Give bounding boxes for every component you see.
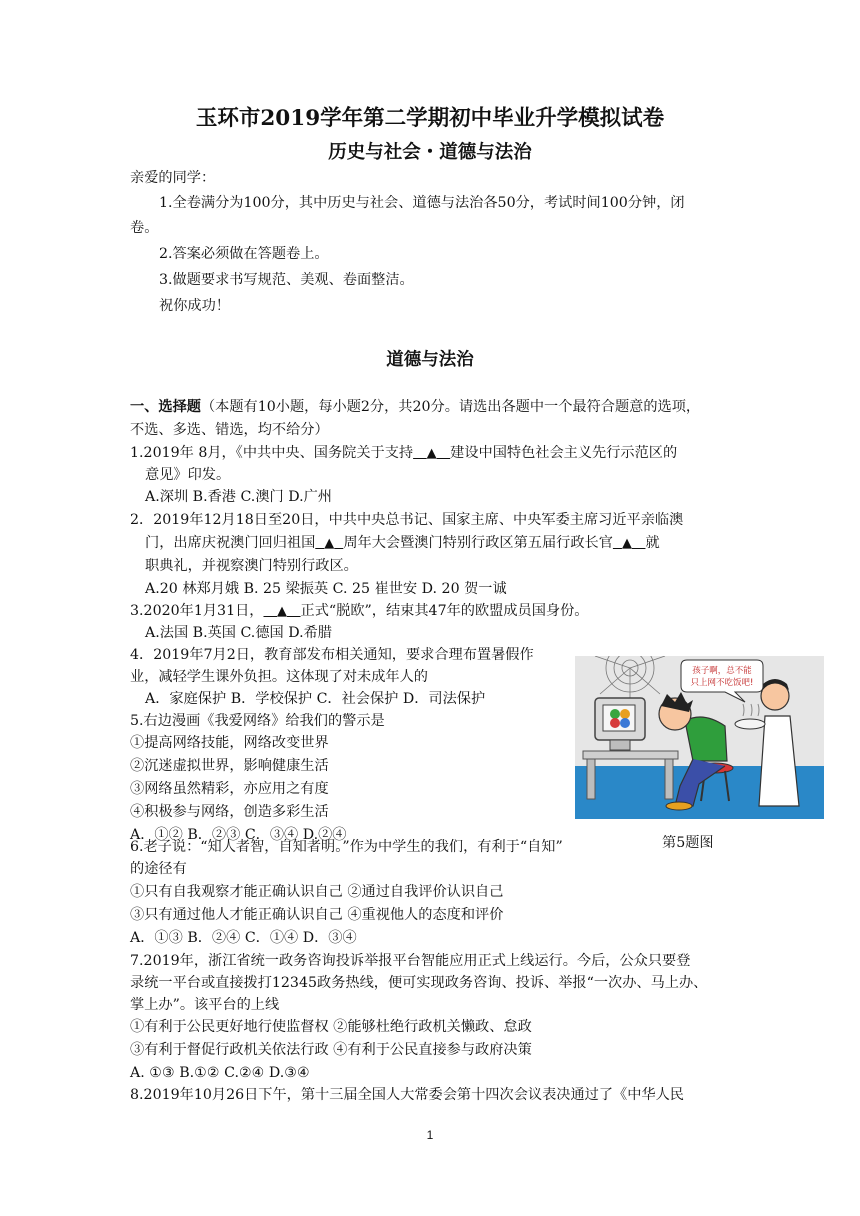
q2-options: A.20 林郑月娥 B. 25 梁振英 C. 25 崔世安 D. 20 贺一诚 bbox=[145, 581, 507, 597]
part1-instructions: （本题有10小题，每小题2分，共20分。请选出各题中一个最符合题意的选项， bbox=[200, 399, 701, 415]
q1-text-a: 1.2019年 8月，《中共中央、国务院关于支持 bbox=[130, 445, 414, 461]
part1-heading: 一、选择题 bbox=[130, 399, 201, 415]
blank-marker: ▲ bbox=[324, 536, 335, 551]
q4-stem: 4．2019年7月2日，教育部发布相关通知，要求合理布置暑假作 bbox=[130, 647, 534, 663]
instruction-3: 3.做题要求书写规范、美观、卷面整洁。 bbox=[159, 272, 414, 288]
instruction-1: 1.全卷满分为100分，其中历史与社会、道德与法治各50分，考试时间100分钟，闭 bbox=[159, 195, 685, 211]
q5-options: A．①② B．②③ C．③④ D.②④ bbox=[130, 827, 347, 843]
q6-stem-cont: 的途径有 bbox=[130, 861, 187, 877]
q5-statement-3: ③网络虽然精彩，亦应用之有度 bbox=[130, 781, 329, 797]
q2-text-b1: 门，出席庆祝澳门回归祖国 bbox=[145, 535, 316, 551]
instruction-2: 2.答案必须做在答题卷上。 bbox=[159, 246, 329, 262]
q5-statement-2: ②沉迷虚拟世界，影响健康生活 bbox=[130, 758, 329, 774]
speech-bubble-line-1: 孩子啊，总不能 bbox=[692, 666, 752, 676]
cartoon-illustration bbox=[575, 656, 824, 819]
q7-stem: 7.2019年，浙江省统一政务咨询投诉举报平台智能应用正式上线运行。今后，公众只要登 bbox=[130, 953, 691, 969]
q4-stem-cont: 业，减轻学生课外负担。这体现了对未成年人的 bbox=[130, 669, 428, 685]
q5-statement-1: ①提高网络技能，网络改变世界 bbox=[130, 735, 329, 751]
q7-stem-line2: 录统一平台或直接拨打12345政务热线，便可实现政务咨询、投诉、举报“一次办、马上办、 bbox=[130, 975, 708, 991]
q5-stem: 5.右边漫画《我爱网络》给我们的警示是 bbox=[130, 713, 385, 729]
q2-text-b2: 周年大会暨澳门特别行政区第五届行政长官 bbox=[343, 535, 613, 551]
page-number: 1 bbox=[426, 1128, 434, 1142]
q3-blank bbox=[263, 603, 300, 619]
q1-stem bbox=[130, 444, 677, 463]
q2-text-b3: 就 bbox=[645, 535, 660, 551]
q5-statement-4: ④积极参与网络，创造多彩生活 bbox=[130, 804, 329, 820]
q6-options: A．①③ B．②④ C．①④ D．③④ bbox=[130, 930, 357, 946]
q1-stem-cont: 意见》印发。 bbox=[145, 467, 231, 483]
wish: 祝你成功！ bbox=[159, 298, 230, 314]
q1-text-b: 建设中国特色社会主义先行示范区的 bbox=[450, 445, 678, 461]
part1-instructions-cont: 不选、多选、错选，均不给分） bbox=[130, 422, 329, 438]
section-title: 道德与法治 bbox=[386, 350, 474, 370]
greeting: 亲爱的同学： bbox=[130, 170, 216, 186]
speech-bubble-line-2: 只上网不吃饭吧! bbox=[690, 678, 754, 688]
q6-stem: 6.老子说：“知人者智，自知者明。”作为中学生的我们，有利于“自知” bbox=[130, 839, 563, 855]
q6-statements-12: ①只有自我观察才能正确认识自己 ②通过自我评价认识自己 bbox=[130, 884, 504, 900]
q3-text-a1: 3.2020年1月31日， bbox=[130, 603, 264, 619]
exam-title: 玉环市2019学年第二学期初中毕业升学模拟试卷 bbox=[195, 106, 665, 131]
q1-blank bbox=[413, 445, 450, 461]
exam-subtitle: 历史与社会・道德与法治 bbox=[328, 142, 532, 163]
figure-caption: 第5题图 bbox=[662, 835, 714, 851]
q7-stem-line3: 掌上办”。该平台的上线 bbox=[130, 997, 280, 1013]
blank-marker: ▲ bbox=[277, 604, 288, 619]
q2-stem: 2．2019年12月18日至20日，中共中央总书记、国家主席、中央军委主席习近平亲临澳 bbox=[130, 512, 684, 528]
instruction-1-cont: 卷。 bbox=[130, 220, 159, 236]
q4-options: A．家庭保护 B．学校保护 C．社会保护 D．司法保护 bbox=[145, 691, 486, 707]
q7-statements-34: ③有利于督促行政机关依法行政 ④有利于公民直接参与政府决策 bbox=[130, 1042, 532, 1058]
q8-stem: 8.2019年10月26日下午，第十三届全国人大常委会第十四次会议表决通过了《中华人民 bbox=[130, 1087, 684, 1103]
q2-blank-2 bbox=[613, 535, 646, 551]
q2-stem-line2 bbox=[145, 534, 660, 553]
q2-blank-1 bbox=[315, 535, 343, 551]
q2-stem-line3: 职典礼，并视察澳门特别行政区。 bbox=[145, 558, 358, 574]
blank-marker: ▲ bbox=[621, 536, 632, 551]
q3-options: A.法国 B.英国 C.德国 D.希腊 bbox=[145, 625, 332, 641]
part1-heading-line bbox=[130, 398, 700, 416]
q3-stem bbox=[130, 602, 588, 621]
q3-text-a2: 正式“脱欧”，结束其47年的欧盟成员国身份。 bbox=[300, 603, 589, 619]
q1-options: A.深圳 B.香港 C.澳门 D.广州 bbox=[145, 489, 332, 505]
blank-marker: ▲ bbox=[426, 446, 437, 461]
q6-statements-34: ③只有通过他人才能正确认识自己 ④重视他人的态度和评价 bbox=[130, 907, 504, 923]
q7-statements-12: ①有利于公民更好地行使监督权 ②能够杜绝行政机关懒政、怠政 bbox=[130, 1019, 532, 1035]
q7-options: A. ①③ B.①② C.②④ D.③④ bbox=[130, 1065, 310, 1081]
